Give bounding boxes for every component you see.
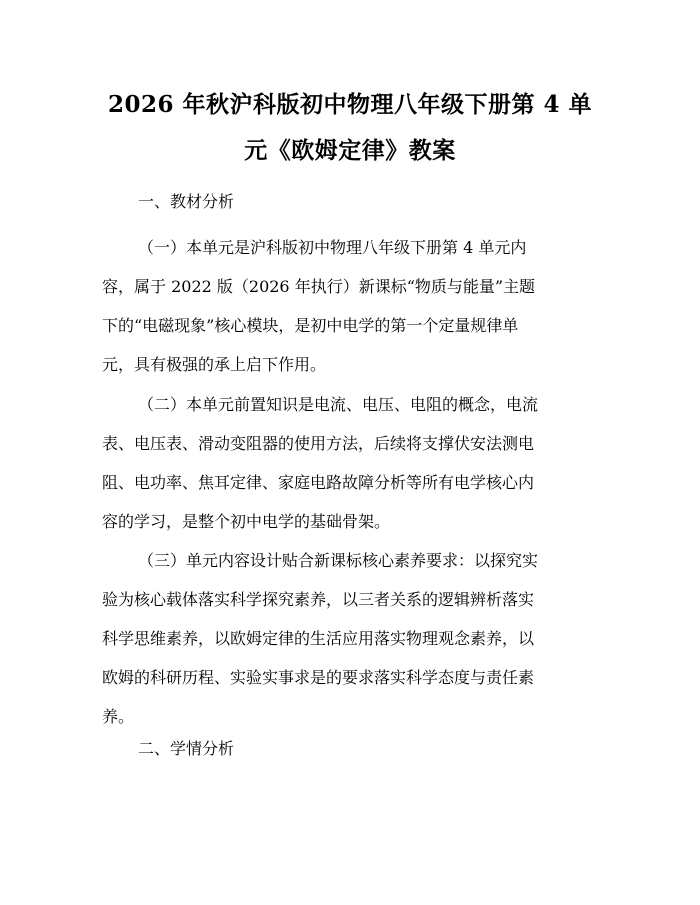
paragraph-2 <box>102 385 602 541</box>
paragraph-line: 元，具有极强的承上启下作用。 <box>102 355 327 374</box>
paragraph-3 <box>102 541 602 736</box>
paragraph-line: （一）本单元是沪科版初中物理八年级下册第 4 单元内 <box>138 238 527 257</box>
paragraph-line: 科学思维素养，以欧姆定律的生活应用落实物理观念素养，以 <box>102 629 535 648</box>
document-title <box>100 82 600 174</box>
paragraph-line: 阻、电功率、焦耳定律、家庭电路故障分析等所有电学核心内 <box>102 473 535 492</box>
paragraph-line: 验为核心载体落实科学探究素养，以三者关系的逻辑辨析落实 <box>102 590 535 609</box>
paragraph-line: （三）单元内容设计贴合新课标核心素养要求：以探究实 <box>138 551 539 570</box>
paragraph-line: 容，属于 2022 版（2026 年执行）新课标“物质与能量”主题 <box>102 277 536 296</box>
section-heading-textbook-analysis: 一、教材分析 <box>138 192 235 211</box>
paragraph-line: 下的“电磁现象”核心模块，是初中电学的第一个定量规律单 <box>102 316 519 335</box>
paragraph-line: 表、电压表、滑动变阻器的使用方法，后续将支撑伏安法测电 <box>102 434 535 453</box>
paragraph-line: （二）本单元前置知识是电流、电压、电阻的概念，电流 <box>138 395 539 414</box>
paragraph-line: 容的学习，是整个初中电学的基础骨架。 <box>102 512 391 531</box>
section-heading-learner-analysis: 二、学情分析 <box>138 739 235 758</box>
paragraph-1 <box>102 228 602 384</box>
paragraph-line: 欧姆的科研历程、实验实事求是的要求落实科学态度与责任素 <box>102 668 535 687</box>
title-line-1: 2026 年秋沪科版初中物理八年级下册第 4 单 <box>107 91 593 118</box>
title-line-2: 元《欧姆定律》教案 <box>244 137 456 164</box>
paragraph-line: 养。 <box>102 707 135 726</box>
